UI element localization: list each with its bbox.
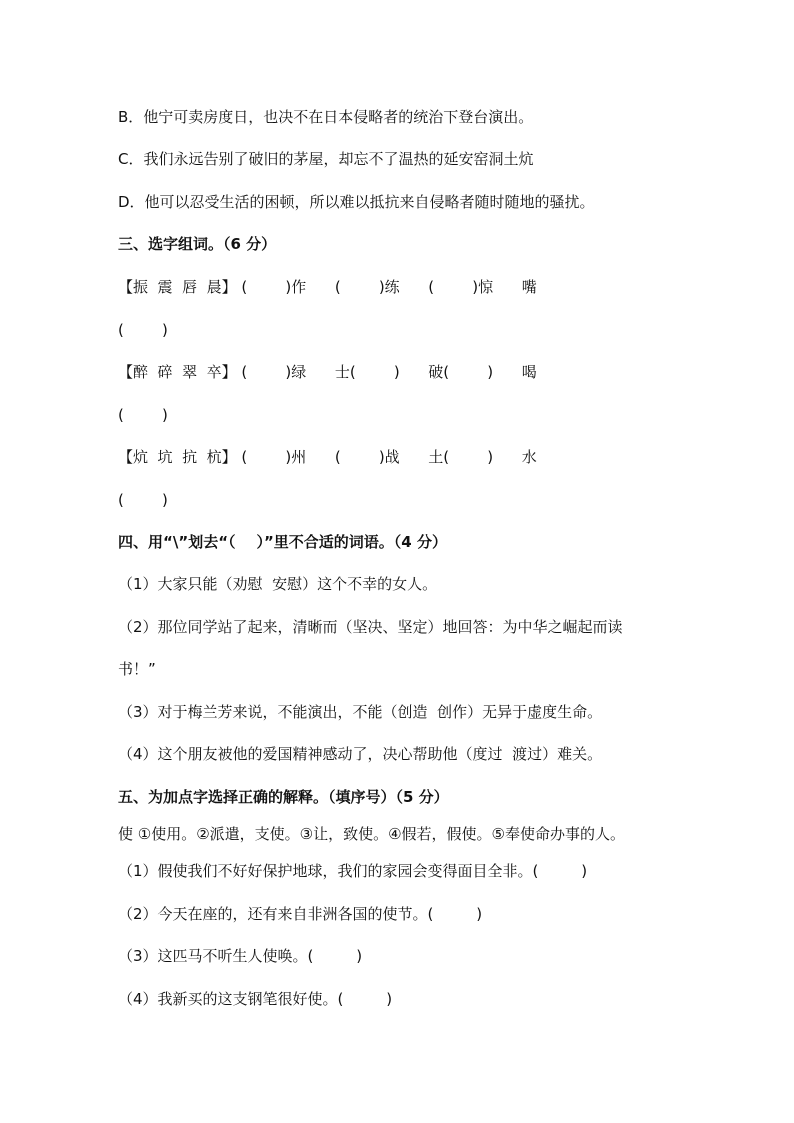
section-4-item-3: （3）对于梅兰芳来说，不能演出，不能（创造 创作）无异于虚度生命。	[118, 703, 603, 721]
section-5-item-1: （1）假使我们不好好保护地球，我们的家园会变得面目全非。( )	[118, 862, 588, 880]
word-group-row-2: 【醉 碎 翠 卒】 ( )绿 士( ) 破( ) 喝	[118, 363, 537, 381]
section-4-item-2: （2）那位同学站了起来，清晰而（坚决、坚定）地回答：为中华之崛起而读	[118, 618, 623, 636]
word-group-row-1: 【振 震 唇 晨】 ( )作 ( )练 ( )惊 嘴	[118, 278, 537, 296]
option-b: B．他宁可卖房度日，也决不在日本侵略者的统治下登台演出。	[118, 108, 534, 126]
word-group-row-1-cont: ( )	[118, 321, 168, 339]
definition-list: 使 ①使用。②派遣，支使。③让，致使。④假若，假使。⑤奉使命办事的人。	[118, 825, 626, 843]
word-group-row-2-cont: ( )	[118, 406, 168, 424]
section-5-item-4: （4）我新买的这支钢笔很好使。( )	[118, 990, 393, 1008]
section-4-heading: 四、用“\”划去“（ ）”里不合适的词语。（4 分）	[118, 533, 447, 551]
section-5-item-2: （2）今天在座的，还有来自非洲各国的使节。( )	[118, 905, 483, 923]
section-5-heading: 五、为加点字选择正确的解释。（填序号）（5 分）	[118, 788, 449, 806]
section-4-item-1: （1）大家只能（劝慰 安慰）这个不幸的女人。	[118, 575, 438, 593]
option-c: C．我们永远告别了破旧的茅屋，却忘不了温热的延安窑洞土炕	[118, 150, 534, 168]
word-group-row-3: 【炕 坑 抗 杭】 ( )州 ( )战 土( ) 水	[118, 448, 537, 466]
option-d: D．他可以忍受生活的困顿，所以难以抵抗来自侵略者随时随地的骚扰。	[118, 193, 595, 211]
section-4-item-4: （4）这个朋友被他的爱国精神感动了，决心帮助他（度过 渡过）难关。	[118, 745, 603, 763]
section-5-item-3: （3）这匹马不听生人使唤。( )	[118, 947, 363, 965]
section-3-heading: 三、选字组词。（6 分）	[118, 235, 277, 253]
word-group-row-3-cont: ( )	[118, 491, 168, 509]
section-4-item-2-cont: 书！”	[118, 660, 156, 678]
